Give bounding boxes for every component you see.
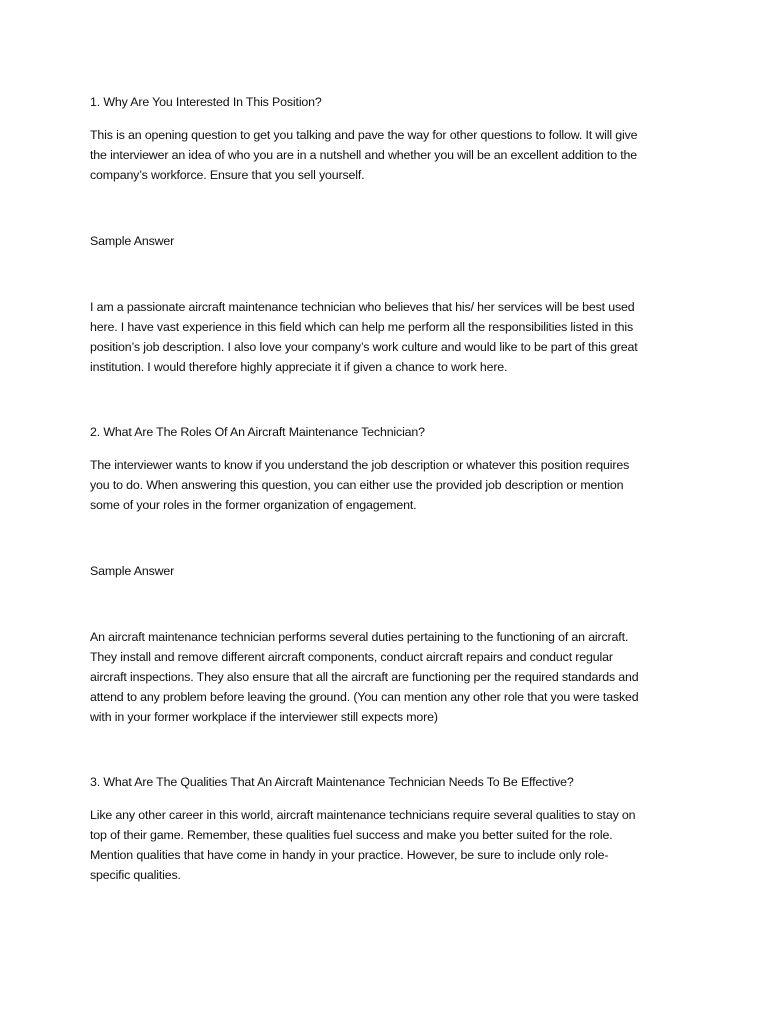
question-1-explanation: This is an opening question to get you talking and pave the way for other questions to follow. It will give the interviewer an idea of who you are in a nutshell and whether you will be an excellent addition to the company’s workforce. Ensure that you sell yourself.	[90, 128, 638, 182]
question-1-sample-answer: I am a passionate aircraft maintenance technician who believes that his/ her services will be best used here. I have vast experience in this field which can help me perform all the responsibilities listed in this position’s job description. I also love your company’s work culture and would like to be part of this great institution. I would therefore highly appreciate it if given a chance to work here.	[90, 300, 638, 374]
question-1-sample-label: Sample Answer	[90, 234, 175, 248]
question-1-heading: 1. Why Are You Interested In This Position?	[90, 95, 322, 109]
question-3-heading: 3. What Are The Qualities That An Aircraft Maintenance Technician Needs To Be Effective?	[90, 775, 574, 789]
question-2-sample-label: Sample Answer	[90, 564, 175, 578]
question-2-sample-answer: An aircraft maintenance technician performs several duties pertaining to the functioning of an aircraft. They install and remove different aircraft components, conduct aircraft repairs and conduct regular aircraft inspections. They also ensure that all the aircraft are functioning per the required standards and attend to any problem before leaving the ground. (You can mention any other role that you were tasked with in your former workplace if the interviewer still expects more)	[90, 630, 639, 724]
question-3-explanation: Like any other career in this world, aircraft maintenance technicians require several qualities to stay on top of their game. Remember, these qualities fuel success and make you better suited for the role. Mention qualities that have come in handy in your practice. However, be sure to include only role- specific qualities.	[90, 808, 636, 882]
question-2-heading: 2. What Are The Roles Of An Aircraft Maintenance Technician?	[90, 425, 425, 439]
question-2-explanation: The interviewer wants to know if you understand the job description or whatever this position requires you to do. When answering this question, you can either use the provided job description or mention some of your roles in the former organization of engagement.	[90, 458, 630, 512]
